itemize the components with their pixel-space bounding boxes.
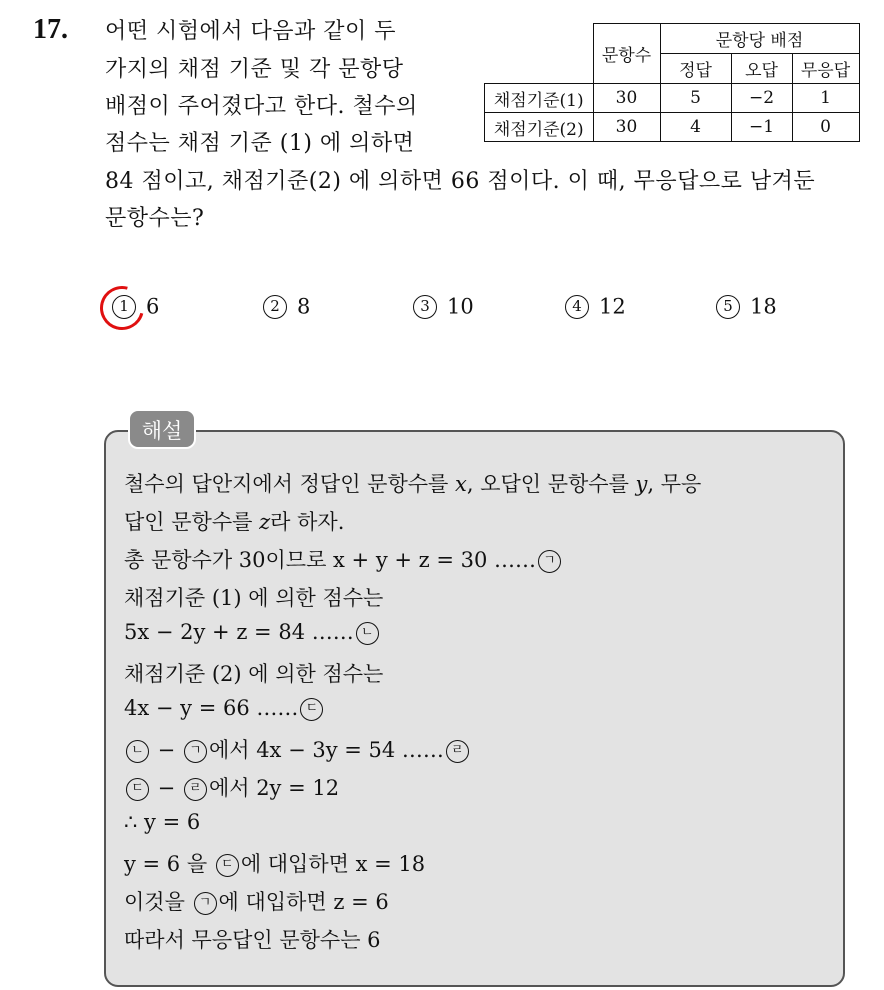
table-cell: 30 (593, 113, 660, 142)
question-stem-line: 84 점이고, 채점기준(2) 에 의하면 66 점이다. 이 때, 무응답으로 남겨둔 (105, 169, 816, 194)
circled-label: ㄹ (446, 740, 469, 763)
table-cell: 5 (660, 84, 731, 113)
table-header-count: 문항수 (593, 24, 660, 84)
table-header-points: 문항당 배점 (660, 24, 859, 54)
choice-number: 5 (716, 295, 740, 319)
table-row-label: 채점기준(2) (485, 113, 594, 142)
solution-line: 답인 문항수를 z라 하자. (124, 510, 345, 534)
table-header-correct: 정답 (660, 54, 731, 84)
question-stem-line: 점수는 채점 기준 (1) 에 의하면 (105, 131, 415, 156)
question-stem-line: 가지의 채점 기준 및 각 문항당 (105, 57, 404, 82)
choice-number: 3 (413, 295, 437, 319)
choice-value: 8 (297, 294, 311, 319)
choice-value: 10 (447, 294, 474, 319)
choice-value: 6 (146, 294, 160, 319)
circled-label: ㄴ (126, 740, 149, 763)
circled-label: ㄷ (300, 698, 323, 721)
question-number: 17. (33, 14, 68, 45)
choice-number: 2 (263, 295, 287, 319)
table-cell: 30 (593, 84, 660, 113)
choice-number: 4 (565, 295, 589, 319)
circled-label: ㄹ (184, 778, 207, 801)
circled-label: ㄱ (184, 740, 207, 763)
solution-line: 채점기준 (2) 에 의한 점수는 (124, 662, 384, 686)
circled-label: ㄷ (126, 778, 149, 801)
answer-mark-circle (92, 278, 152, 338)
circled-label: ㄷ (216, 854, 239, 877)
solution-tag: 해설 (128, 409, 196, 449)
table-cell: 0 (792, 113, 859, 142)
table-header-wrong: 오답 (731, 54, 792, 84)
solution-line: 채점기준 (1) 에 의한 점수는 (124, 586, 384, 610)
question-stem-line: 어떤 시험에서 다음과 같이 두 (105, 19, 396, 44)
solution-line: 따라서 무응답인 문항수는 6 (124, 928, 381, 952)
solution-line: 총 문항수가 30이므로 x + y + z = 30 …… ㄱ (124, 544, 563, 574)
table-header-blank: 무응답 (792, 54, 859, 84)
choice-2[interactable] (263, 293, 310, 319)
table-corner-cell (485, 24, 594, 84)
solution-line: ㄷ − ㄹ 에서 2y = 12 (124, 772, 339, 802)
choice-3[interactable] (413, 293, 474, 319)
choice-4[interactable] (565, 293, 626, 319)
table-cell: −1 (731, 113, 792, 142)
choice-value: 18 (750, 294, 777, 319)
question-stem-line: 문항수는? (105, 206, 205, 231)
scoring-table (484, 23, 860, 142)
solution-line: ∴ y = 6 (124, 810, 201, 834)
question-stem-line: 배점이 주어졌다고 한다. 철수의 (105, 94, 418, 119)
choice-value: 12 (599, 294, 626, 319)
circled-label: ㄱ (538, 550, 561, 573)
solution-line: y = 6 을 ㄷ 에 대입하면 x = 18 (124, 852, 426, 876)
table-cell: 4 (660, 113, 731, 142)
solution-line: 철수의 답안지에서 정답인 문항수를 x, 오답인 문항수를 y, 무응 (124, 472, 702, 496)
solution-line: 5x − 2y + z = 84 …… ㄴ (124, 620, 381, 645)
circled-label: ㄴ (356, 622, 379, 645)
solution-line: ㄴ − ㄱ 에서 4x − 3y = 54 …… ㄹ (124, 734, 471, 764)
table-row-label: 채점기준(1) (485, 84, 594, 113)
solution-line: 이것을 ㄱ 에 대입하면 z = 6 (124, 890, 389, 914)
choice-number: 1 (112, 295, 136, 319)
table-cell: −2 (731, 84, 792, 113)
choice-5[interactable] (716, 293, 777, 319)
table-cell: 1 (792, 84, 859, 113)
circled-label: ㄱ (194, 892, 217, 915)
solution-line: 4x − y = 66 …… ㄷ (124, 696, 325, 721)
